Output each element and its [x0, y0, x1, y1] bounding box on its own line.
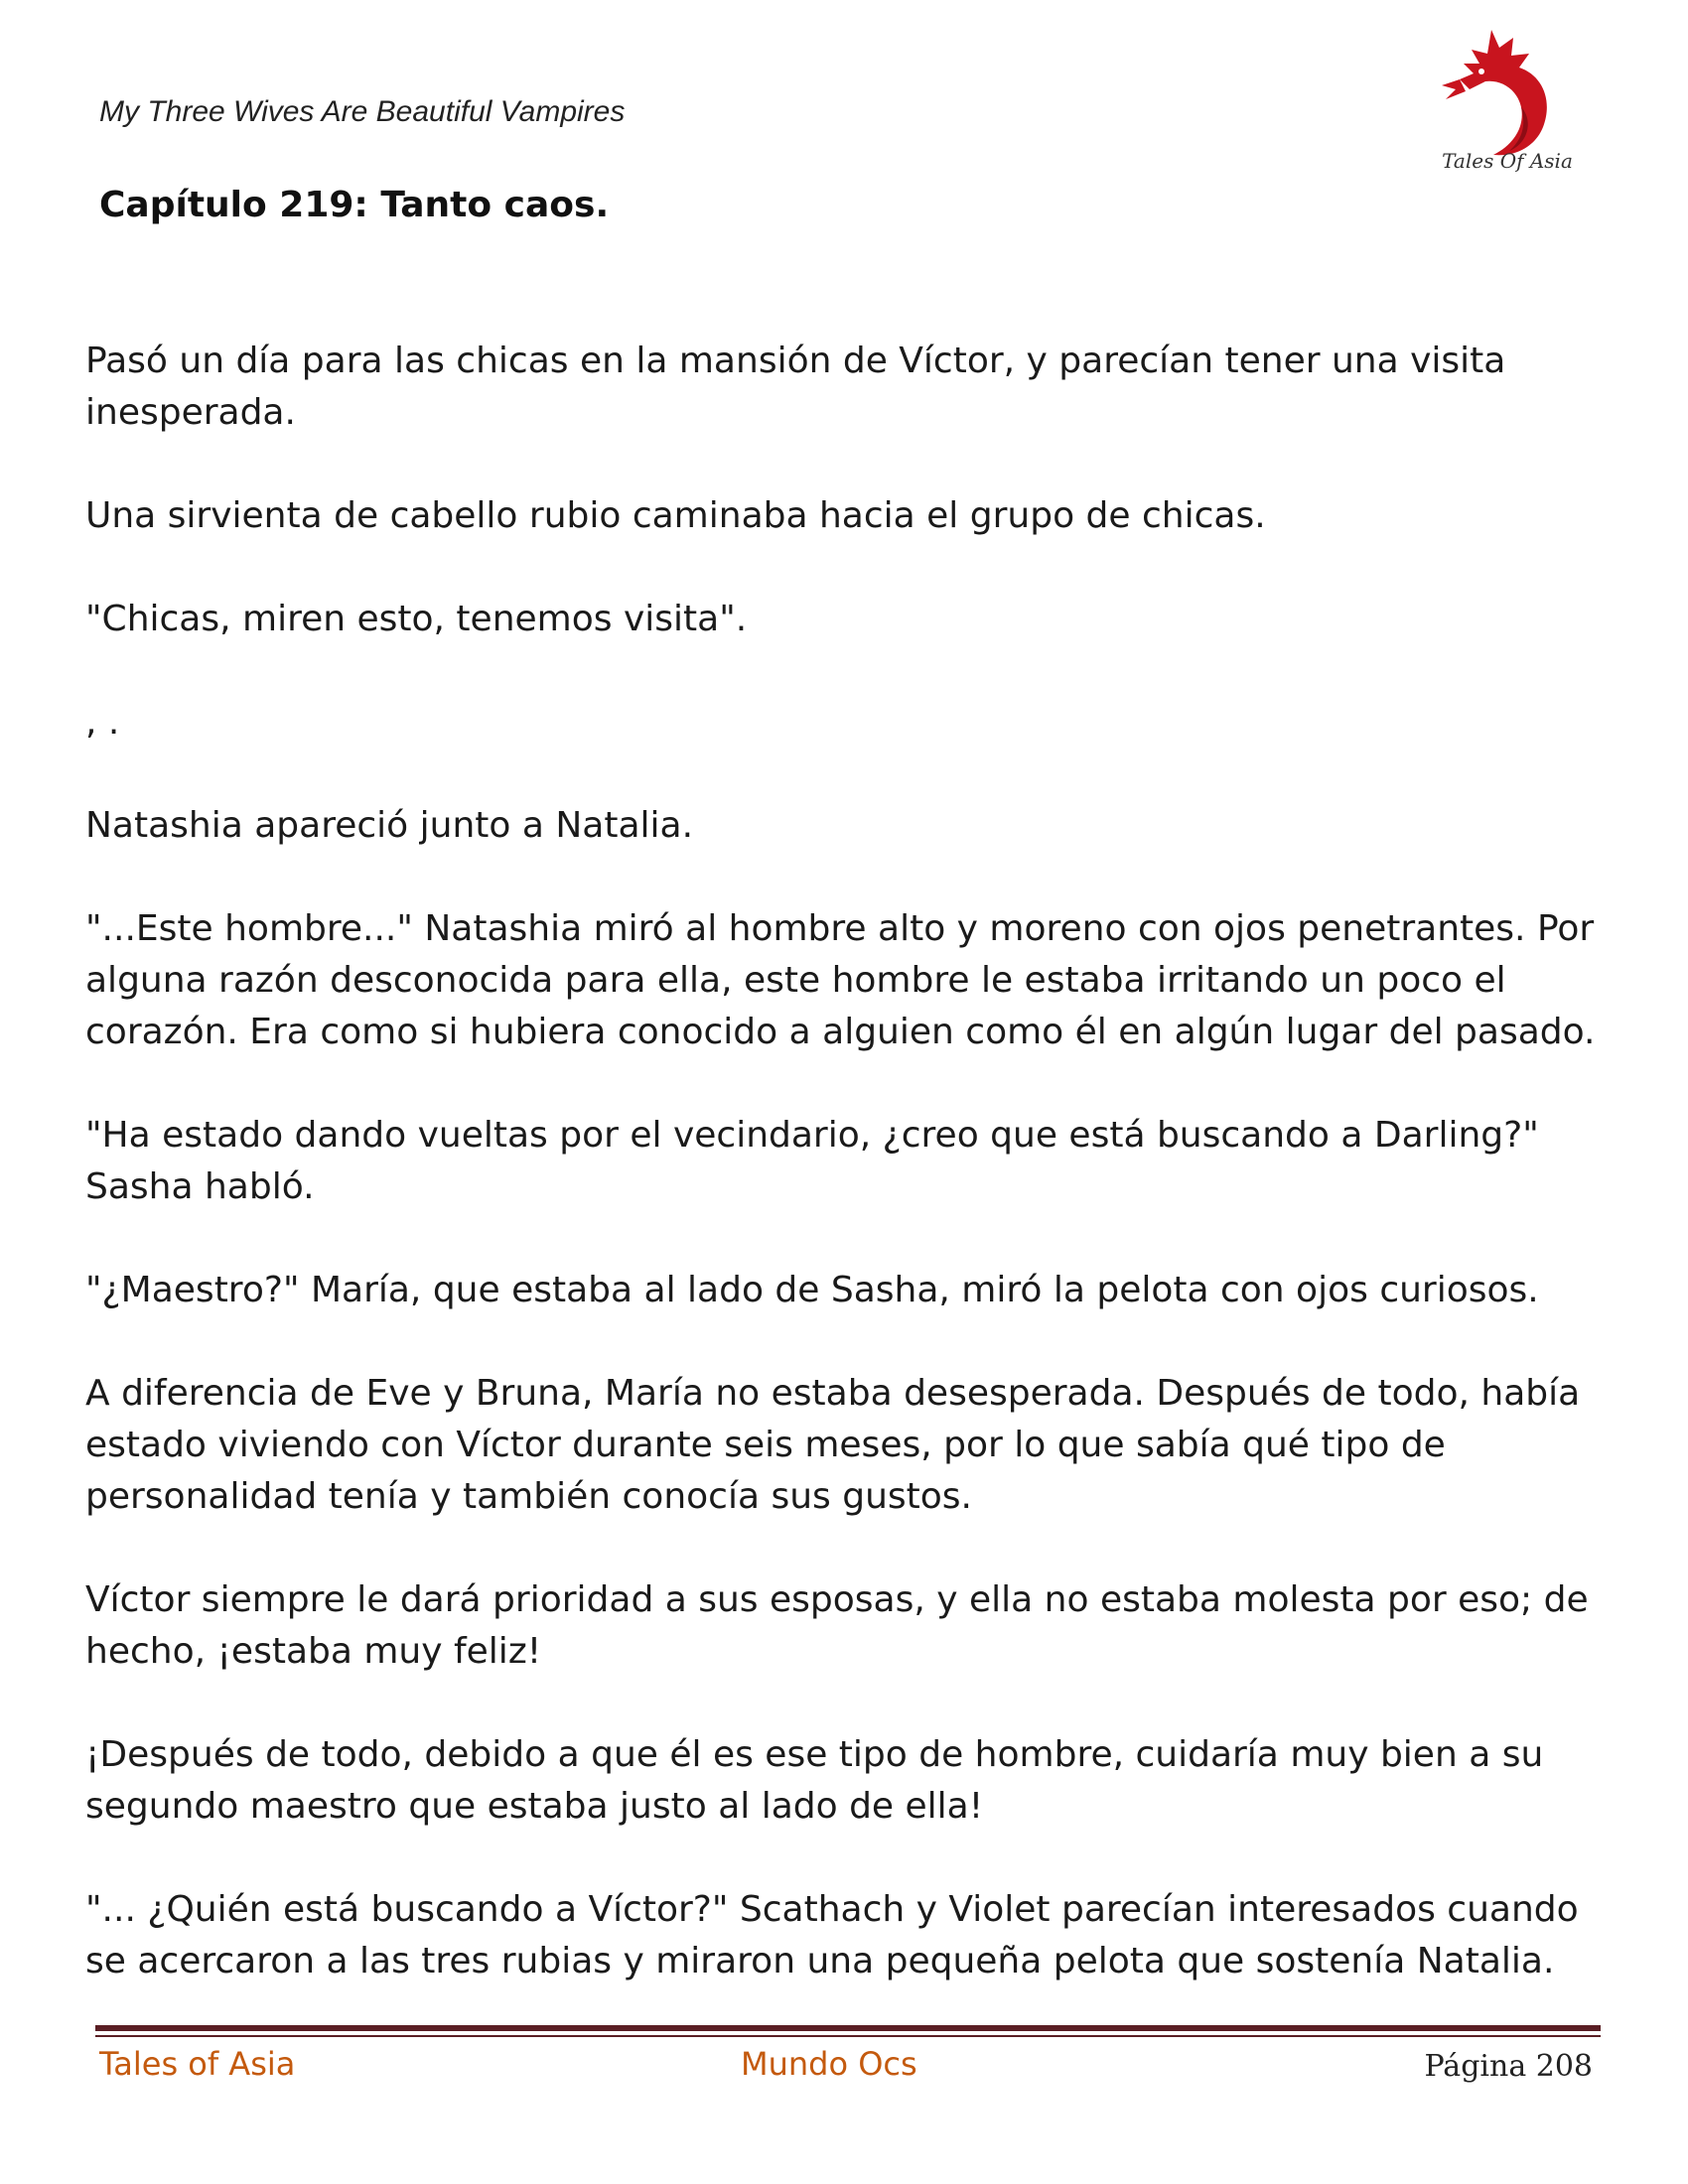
body-text: [85, 336, 1615, 2039]
paragraph: "¿Maestro?" María, que estaba al lado de Sasha, miró la pelota con ojos curiosos.: [85, 1270, 1539, 1310]
logo-text: Tales Of Asia: [1442, 149, 1573, 173]
footer-left: Tales of Asia: [99, 2045, 296, 2083]
book-title: My Three Wives Are Beautiful Vampires: [99, 95, 626, 128]
paragraph: A diferencia de Eve y Bruna, María no estaba desesperada. Después de todo, había estado viviendo con Víctor durante seis meses, por lo que sabía qué tipo de personalidad tenía y también conocía sus gustos.: [85, 1373, 1581, 1517]
page-number: Página 208: [1424, 2049, 1593, 2084]
paragraph: Una sirvienta de cabello rubio caminaba hacia el grupo de chicas.: [85, 495, 1266, 536]
footer-center: Mundo Ocs: [741, 2045, 917, 2083]
paragraph: ¡Después de todo, debido a que él es ese tipo de hombre, cuidaría muy bien a su segundo maestro que estaba justo al lado de ella!: [85, 1734, 1544, 1827]
paragraph: "Chicas, miren esto, tenemos visita".: [85, 599, 748, 639]
paragraph: Pasó un día para las chicas en la mansión de Víctor, y parecían tener una visita inesperada.: [85, 341, 1506, 433]
paragraph: "... ¿Quién está buscando a Víctor?" Scathach y Violet parecían interesados cuando se acercaron a las tres rubias y miraron una pequeña pelota que sostenía Natalia.: [85, 1889, 1579, 1981]
paragraph: Natashia apareció junto a Natalia.: [85, 805, 694, 846]
paragraph: "Ha estado dando vueltas por el vecindario, ¿creo que está buscando a Darling?" Sasha habló.: [85, 1115, 1539, 1207]
chapter-title: Capítulo 219: Tanto caos.: [99, 185, 610, 225]
paragraph: "...Este hombre..." Natashia miró al hombre alto y moreno con ojos penetrantes. Por alguna razón desconocida para ella, este hombre le estaba irritando un poco el corazón. Era como si hubiera conocido a alguien como él en algún lugar del pasado.: [85, 908, 1596, 1052]
footer-rule-thick: [95, 2025, 1601, 2031]
paragraph: , .: [85, 702, 120, 743]
footer-rule-thin: [95, 2035, 1601, 2037]
paragraph: Víctor siempre le dará prioridad a sus esposas, y ella no estaba molesta por eso; de hecho, ¡estaba muy feliz!: [85, 1579, 1589, 1672]
